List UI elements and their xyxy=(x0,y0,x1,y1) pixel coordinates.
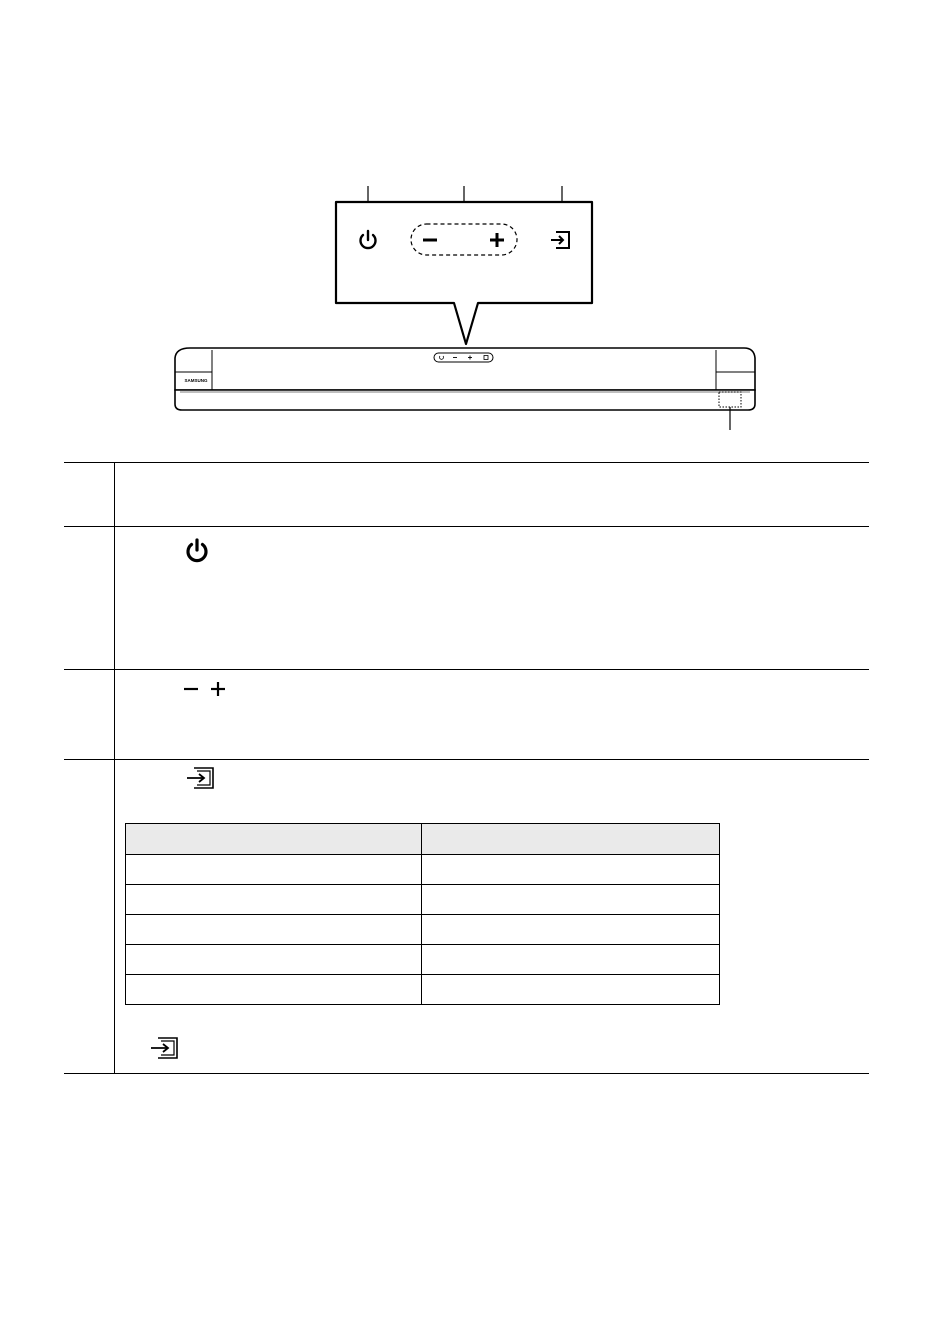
input-mode-table xyxy=(125,823,720,1005)
source-input-icon xyxy=(150,1036,180,1060)
table-cell xyxy=(126,975,422,1005)
brand-logo: SAMSUNG xyxy=(184,378,208,383)
source-input-icon xyxy=(186,766,216,790)
power-icon xyxy=(183,537,211,565)
table-cell xyxy=(422,915,720,945)
table-cell xyxy=(126,945,422,975)
table-cell xyxy=(126,915,422,945)
table-cell xyxy=(422,975,720,1005)
table-header-cell xyxy=(126,824,422,855)
table-row xyxy=(126,945,720,975)
table-cell xyxy=(126,855,422,885)
row-description-cell xyxy=(115,527,869,551)
soundbar-illustration xyxy=(0,0,933,450)
row-number-cell xyxy=(64,670,115,759)
row-description-cell xyxy=(115,670,869,694)
callout-box xyxy=(336,202,592,344)
minus-plus-icon xyxy=(182,680,228,698)
row-number-cell xyxy=(64,527,115,669)
table-cell xyxy=(422,855,720,885)
row-number-cell xyxy=(64,760,115,1073)
table-cell xyxy=(422,945,720,975)
table-header-cell xyxy=(422,824,720,855)
table-row xyxy=(126,855,720,885)
table-row xyxy=(64,462,869,526)
table-header-row xyxy=(126,824,720,855)
table-row xyxy=(126,915,720,945)
row-number-cell xyxy=(64,463,115,526)
row-description-cell xyxy=(115,760,869,784)
table-row xyxy=(126,885,720,915)
soundbar-diagram xyxy=(0,0,933,450)
table-cell xyxy=(126,885,422,915)
row-description-cell xyxy=(115,463,869,487)
plus-icon xyxy=(211,682,225,696)
table-row xyxy=(126,975,720,1005)
table-cell xyxy=(422,885,720,915)
top-panel-buttons xyxy=(434,353,493,362)
